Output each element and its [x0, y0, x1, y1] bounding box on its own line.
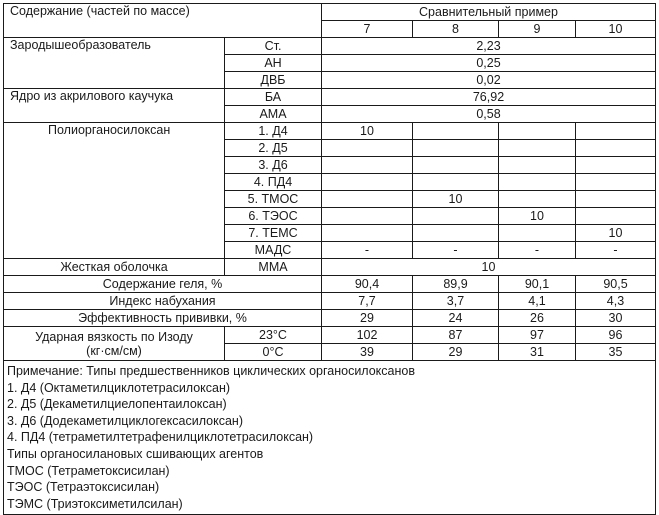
table-cell: [499, 157, 576, 174]
izod-impact-unit: (кг·см/см): [86, 343, 142, 358]
table-cell: [322, 191, 413, 208]
table-cell: [499, 123, 576, 140]
component-code: ДВБ: [225, 72, 322, 89]
component-code: 3. Д6: [225, 157, 322, 174]
table-cell: 10: [499, 208, 576, 225]
component-code: 6. ТЭОС: [225, 208, 322, 225]
table-cell: 24: [413, 310, 499, 327]
component-value: 76,92: [322, 89, 656, 106]
table-cell: 29: [322, 310, 413, 327]
table-row: [4, 293, 656, 310]
component-code: АН: [225, 55, 322, 72]
hard-shell-label: Жесткая оболочка: [4, 259, 225, 276]
temperature-label: 23°C: [225, 327, 322, 344]
table-cell: [413, 157, 499, 174]
table-cell: [576, 157, 656, 174]
table-cell: [576, 191, 656, 208]
table-cell: [576, 140, 656, 157]
component-code: 5. ТМОС: [225, 191, 322, 208]
grafting-efficiency-label: Эффективность прививки, %: [4, 310, 322, 327]
table-cell: 4,3: [576, 293, 656, 310]
table-cell: 10: [322, 123, 413, 140]
table-cell: 7,7: [322, 293, 413, 310]
nucleating-agent-label: Зародышеобразователь: [4, 38, 225, 89]
table-cell: [322, 140, 413, 157]
example-number: 8: [413, 21, 499, 38]
table-row: [4, 310, 656, 327]
table-cell: 87: [413, 327, 499, 344]
table-cell: 29: [413, 344, 499, 361]
comparative-example-header: Сравнительный пример: [322, 4, 656, 21]
table-cell: [576, 123, 656, 140]
component-value: 2,23: [322, 38, 656, 55]
note-line: ТМОС (Тетраметоксисилан): [7, 463, 170, 478]
table-cell: 39: [322, 344, 413, 361]
notes-block: [4, 361, 656, 515]
table-cell: 90,1: [499, 276, 576, 293]
table-row: [4, 123, 656, 140]
gel-content-label: Содержание геля, %: [4, 276, 322, 293]
table-cell: 90,4: [322, 276, 413, 293]
table-cell: 3,7: [413, 293, 499, 310]
note-line: ТЭОС (Тетраэтоксисилан): [7, 480, 160, 495]
acrylic-core-label: Ядро из акрилового каучука: [4, 89, 225, 123]
table-cell: 102: [322, 327, 413, 344]
table-cell: 30: [576, 310, 656, 327]
table-cell: -: [499, 242, 576, 259]
note-line: Примечание: Типы предшественников циклических органосилоксанов: [7, 364, 415, 378]
table-row: [4, 259, 656, 276]
table-cell: [576, 174, 656, 191]
component-value: 0,25: [322, 55, 656, 72]
table-cell: 90,5: [576, 276, 656, 293]
izod-impact-label: [4, 327, 225, 361]
table-cell: [499, 225, 576, 242]
note-line: ТЭМС (Триэтоксиметилсилан): [7, 496, 183, 511]
header-row: [4, 4, 656, 21]
example-number: 7: [322, 21, 413, 38]
table-cell: [499, 191, 576, 208]
component-code: 2. Д5: [225, 140, 322, 157]
table-row: [4, 38, 656, 55]
table-cell: 4,1: [499, 293, 576, 310]
table-cell: [322, 208, 413, 225]
note-line: 3. Д6 (Додекаметилциклогексасилоксан): [7, 413, 243, 428]
component-code: БА: [225, 89, 322, 106]
table-cell: 97: [499, 327, 576, 344]
table-cell: -: [413, 242, 499, 259]
comparison-table: [3, 3, 656, 515]
table-cell: [322, 157, 413, 174]
swelling-index-label: Индекс набухания: [4, 293, 322, 310]
component-code: Ст.: [225, 38, 322, 55]
table-cell: [413, 140, 499, 157]
component-value: 10: [322, 259, 656, 276]
table-cell: -: [322, 242, 413, 259]
component-code: 7. ТЕМС: [225, 225, 322, 242]
note-line: 2. Д5 (Декаметилциелопентаилоксан): [7, 397, 227, 412]
table-cell: [322, 174, 413, 191]
table-cell: [413, 123, 499, 140]
table-cell: 10: [413, 191, 499, 208]
component-code: 1. Д4: [225, 123, 322, 140]
table-cell: 96: [576, 327, 656, 344]
izod-impact-title: Ударная вязкость по Изоду: [35, 329, 193, 344]
table-cell: [322, 225, 413, 242]
content-header: Содержание (частей по массе): [4, 4, 322, 38]
note-line: 1. Д4 (Октаметилциклотетрасилоксан): [7, 380, 231, 395]
component-code: МАДС: [225, 242, 322, 259]
component-code: ММА: [225, 259, 322, 276]
temperature-label: 0°C: [225, 344, 322, 361]
table-cell: [576, 208, 656, 225]
table-row: [4, 89, 656, 106]
table-cell: 26: [499, 310, 576, 327]
table-cell: [413, 225, 499, 242]
table-cell: [499, 174, 576, 191]
table-cell: 10: [576, 225, 656, 242]
component-code: АМА: [225, 106, 322, 123]
note-line: Типы органосилановых сшивающих агентов: [7, 446, 264, 461]
table-cell: 31: [499, 344, 576, 361]
table-cell: 35: [576, 344, 656, 361]
notes-row: [4, 361, 656, 515]
note-line: 4. ПД4 (тетраметилтетрафенилциклотетрасилоксан): [7, 430, 314, 445]
table-cell: [413, 208, 499, 225]
table-cell: -: [576, 242, 656, 259]
table-row: [4, 327, 656, 344]
example-number: 10: [576, 21, 656, 38]
table-cell: [499, 140, 576, 157]
component-code: 4. ПД4: [225, 174, 322, 191]
polyorganosiloxane-label: Полиорганосилоксан: [4, 123, 225, 259]
table-cell: [413, 174, 499, 191]
table-cell: 89,9: [413, 276, 499, 293]
component-value: 0,02: [322, 72, 656, 89]
example-number: 9: [499, 21, 576, 38]
component-value: 0,58: [322, 106, 656, 123]
table-row: [4, 276, 656, 293]
